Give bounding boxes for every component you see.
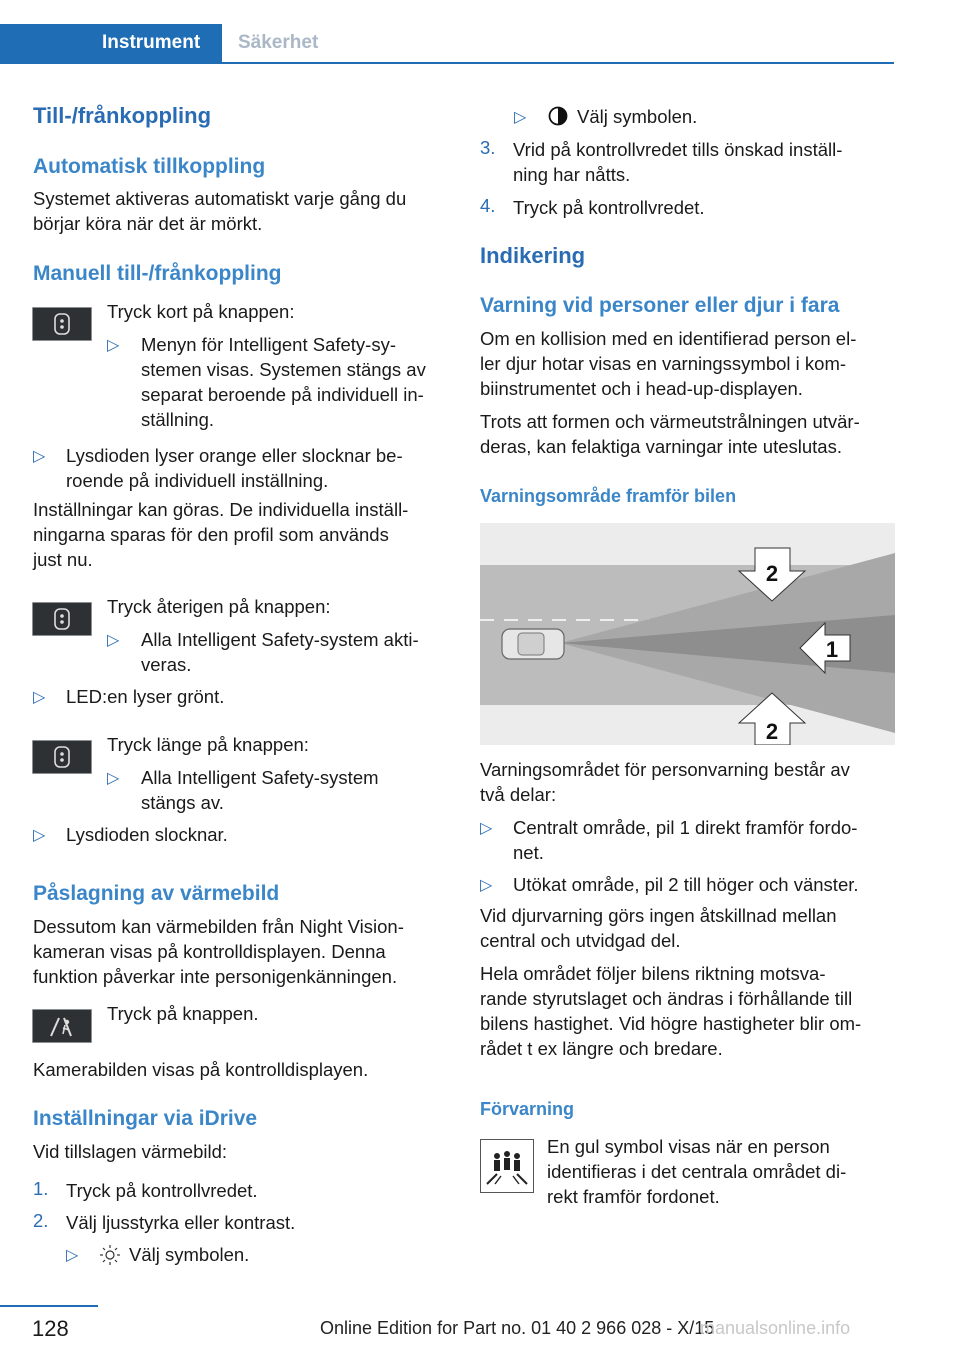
sub-step-contrast: Välj symbolen. bbox=[577, 106, 698, 127]
para-1b: ler djur hotar visas en varningssymbol i kom- bbox=[480, 353, 847, 374]
bullet-icon: ▷ bbox=[33, 689, 46, 706]
step-1: Tryck på kontrollvredet. bbox=[66, 1180, 258, 1201]
para-3a: Varningsområdet för personvarning består av bbox=[480, 759, 850, 780]
text-press-short: Tryck kort på knappen: bbox=[107, 301, 295, 322]
bullet-all-on-1: Alla Intelligent Safety-system akti- bbox=[141, 629, 419, 650]
para-6b: identifieras i det centrala området di- bbox=[547, 1161, 847, 1182]
para-5a: Hela området följer bilens riktning motsva- bbox=[480, 963, 826, 984]
bullet-all-off-2: stängs av. bbox=[141, 792, 224, 813]
para-paslag-2: kameran visas på kontrolldisplayen. Denna bbox=[33, 941, 386, 962]
step-number: 4. bbox=[480, 195, 496, 216]
para-5c: bilens hastighet. Vid högre hastigheter blir om- bbox=[480, 1013, 862, 1034]
step-number: 2. bbox=[33, 1210, 49, 1231]
text-press-long: Tryck länge på knappen: bbox=[107, 734, 309, 755]
sub-step-brightness: Välj symbolen. bbox=[129, 1244, 250, 1265]
bullet-central-2: net. bbox=[513, 842, 544, 863]
para-4a: Vid djurvarning görs ingen åtskillnad mellan bbox=[480, 905, 837, 926]
para-4b: central och utvidgad del. bbox=[480, 930, 681, 951]
para-3b: två delar: bbox=[480, 784, 557, 805]
bullet-icon: ▷ bbox=[66, 1247, 79, 1264]
para-paslag-3: funktion påverkar inte personigenkänningen. bbox=[33, 966, 398, 987]
page-number: 128 bbox=[32, 1316, 69, 1341]
heading-indikering: Indikering bbox=[480, 243, 586, 268]
heading-till-franko: Till-/frånkoppling bbox=[33, 103, 212, 128]
bullet-icon: ▷ bbox=[480, 877, 493, 894]
heading-idrive: Inställningar via iDrive bbox=[33, 1107, 258, 1130]
contrast-icon bbox=[547, 105, 569, 127]
text-press-btn: Tryck på knappen. bbox=[107, 1003, 259, 1024]
para-settings-3: just nu. bbox=[33, 549, 93, 570]
heading-varning: Varning vid personer eller djur i fara bbox=[480, 294, 840, 317]
para-6c: rekt framför fordonet. bbox=[547, 1186, 720, 1207]
bullet-icon: ▷ bbox=[33, 448, 46, 465]
bullet-led-1: Lysdioden lyser orange eller slocknar be- bbox=[66, 445, 403, 466]
watermark: manualsonline.info bbox=[700, 1318, 851, 1338]
figure-label-2-top: 2 bbox=[765, 561, 779, 586]
text-press-again: Tryck återigen på knappen: bbox=[107, 596, 331, 617]
bullet-led-green: LED:en lyser grönt. bbox=[66, 686, 225, 707]
intelligent-safety-button-icon bbox=[32, 740, 92, 774]
bullet-utokat: Utökat område, pil 2 till höger och vänster. bbox=[513, 874, 859, 895]
bullet-menu-3: separat beroende på individuell in- bbox=[141, 384, 424, 405]
bullet-icon: ▷ bbox=[107, 770, 120, 787]
warning-area-figure bbox=[480, 523, 895, 745]
heading-automatisk: Automatisk tillkoppling bbox=[33, 155, 266, 178]
para-5d: rådet t ex längre och bredare. bbox=[480, 1038, 723, 1059]
para-paslag-1: Dessutom kan värmebilden från Night Vision- bbox=[33, 916, 404, 937]
bullet-all-on-2: veras. bbox=[141, 654, 192, 675]
tab-instrument-label: Instrument bbox=[102, 32, 201, 53]
step-3a: Vrid på kontrollvredet tills önskad inställ- bbox=[513, 139, 843, 160]
para-6a: En gul symbol visas när en person bbox=[547, 1136, 830, 1157]
pedestrian-warning-icon bbox=[480, 1139, 534, 1193]
bullet-menu-2: stemen visas. Systemen stängs av bbox=[141, 359, 426, 380]
para-1c: biinstrumentet och i head-up-displayen. bbox=[480, 378, 803, 399]
tab-sakerhet[interactable]: Säkerhet bbox=[238, 32, 319, 53]
bullet-all-off-1: Alla Intelligent Safety-system bbox=[141, 767, 379, 788]
heading-omrade: Varningsområde framför bilen bbox=[480, 486, 737, 506]
bullet-menu-1: Menyn för Intelligent Safety-sy- bbox=[141, 334, 396, 355]
heading-paslagning: Påslagning av värmebild bbox=[33, 882, 280, 905]
para-automatisk: Systemet aktiveras automatiskt varje gång du börjar köra när det är mörkt. bbox=[33, 188, 407, 234]
tab-instrument[interactable] bbox=[0, 24, 222, 62]
step-4: Tryck på kontrollvredet. bbox=[513, 197, 705, 218]
bullet-icon: ▷ bbox=[480, 820, 493, 837]
para-idrive: Vid tillslagen värmebild: bbox=[33, 1141, 228, 1162]
bullet-icon: ▷ bbox=[107, 337, 120, 354]
bullet-led-off: Lysdioden slocknar. bbox=[66, 824, 228, 845]
footer-rule bbox=[0, 1305, 98, 1307]
bullet-icon: ▷ bbox=[33, 827, 46, 844]
figure-label-2-bottom: 2 bbox=[765, 719, 779, 744]
bullet-led-2: roende på individuell inställning. bbox=[66, 470, 329, 491]
intelligent-safety-button-icon bbox=[32, 307, 92, 341]
para-settings-2: ningarna sparas för den profil som används bbox=[33, 524, 389, 545]
para-kamera: Kamerabilden visas på kontrolldisplayen. bbox=[33, 1059, 369, 1080]
step-number: 3. bbox=[480, 137, 496, 158]
para-2b: deras, kan felaktiga varningar inte uteslutas. bbox=[480, 436, 842, 457]
bullet-icon: ▷ bbox=[107, 632, 120, 649]
intelligent-safety-button-icon bbox=[32, 602, 92, 636]
header-bar bbox=[0, 24, 894, 64]
step-number: 1. bbox=[33, 1178, 49, 1199]
para-5b: rande styrutslaget och ändras i förhållande till bbox=[480, 988, 853, 1009]
para-1a: Om en kollision med en identifierad person el- bbox=[480, 328, 857, 349]
step-3b: ning har nåtts. bbox=[513, 164, 631, 185]
para-settings-1: Inställningar kan göras. De individuella inställ- bbox=[33, 499, 409, 520]
footer-edition: Online Edition for Part no. 01 40 2 966 028 - X/15 bbox=[320, 1318, 715, 1338]
night-vision-button-icon bbox=[32, 1009, 92, 1043]
heading-manuell: Manuell till-/frånkoppling bbox=[33, 262, 282, 285]
bullet-central-1: Centralt område, pil 1 direkt framför fordo- bbox=[513, 817, 858, 838]
step-2: Välj ljusstyrka eller kontrast. bbox=[66, 1212, 296, 1233]
figure-label-1: 1 bbox=[825, 637, 839, 662]
bullet-icon: ▷ bbox=[514, 109, 527, 126]
bullet-menu-4: ställning. bbox=[141, 409, 215, 430]
heading-forvarning: Förvarning bbox=[480, 1099, 575, 1119]
brightness-icon bbox=[99, 1244, 121, 1266]
para-2a: Trots att formen och värmeutstrålningen utvär- bbox=[480, 411, 860, 432]
